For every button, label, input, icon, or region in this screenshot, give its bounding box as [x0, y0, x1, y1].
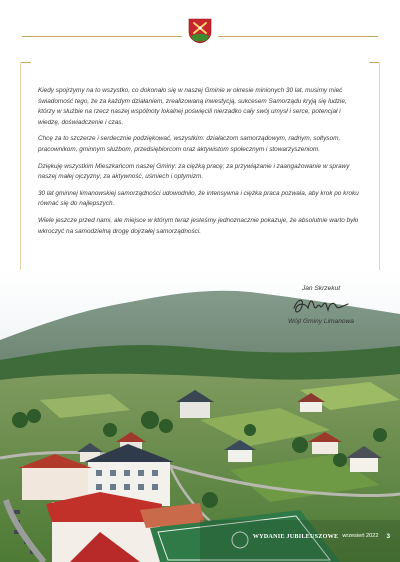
signature-name: Jan Skrzekut: [301, 285, 341, 292]
page-number: 3: [386, 532, 390, 540]
header-rule-left: [22, 36, 182, 37]
letter-body: [38, 86, 364, 243]
frame-corner-top-left: [20, 62, 31, 73]
letter-paragraph-2: Chcę za to szczerze i serdecznie podziękować, wszystkim: działaczom samorządowym, radnym, sołtysom, pracownikom, gminnym służbom, przedsiębiorcom oraz aktywistom społecznym i stowarzyszeniom.: [38, 135, 341, 153]
signature-title: Wójt Gminy Limanowa: [288, 318, 354, 325]
signature-block: [266, 285, 376, 325]
footer-date: wrzesień 2022: [342, 533, 379, 539]
letter-paragraph-5: Wiele jeszcze przed nami, ale miejsce w którym teraz jesteśmy jednoznacznie pokazuje, że absolutnie warto było wkroczyć na samodzielną drogę dojrzałej samorządności.: [38, 216, 359, 235]
page-footer: [220, 529, 390, 543]
header-rule-right: [218, 36, 378, 37]
handwritten-signature: [290, 294, 352, 316]
letter-paragraph-3: Dziękuję wszystkim Mieszkańcom naszej Gminy: za ciężką pracę; za przywiązanie i zaangażowanie w sprawy naszej małej ojczyzny; za aktywność, uśmiech i optymizm.: [38, 162, 350, 181]
footer-publication: WYDANIE JUBILEUSZOWE: [252, 532, 339, 540]
letter-paragraph-4: 30 lat gminnej limanowskiej samorządności udowodniło, że intensywna i ciężka praca pozwala, aby krok po kroku równać się do najlepszych.: [38, 189, 359, 208]
letter-paragraph-1: Kiedy spojrzymy na to wszystko, co dokonało się w naszej Gminie w okresie minionych 30 lat, musimy mieć świadomość tego, że za każdym działaniem, zrealizowaną inwestycją, sukcesem Samorządu kryją się ludzie, którzy w służbie na rzecz naszej wspólnoty lokalnej poświęcili nierzadko cały swój umysł i serce, potencjał i wiedzę, doświadczenie i czas.: [38, 87, 347, 126]
coat-of-arms-icon: [188, 18, 212, 44]
